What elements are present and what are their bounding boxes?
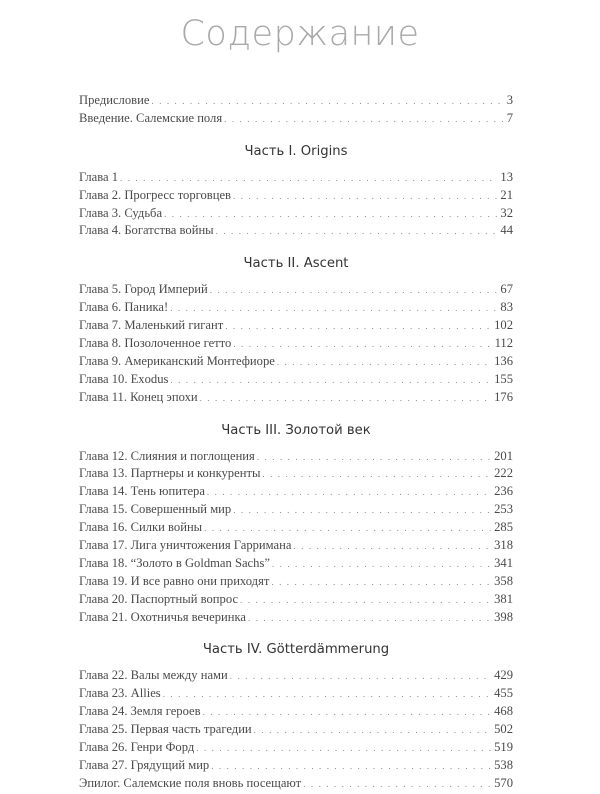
toc-entry[interactable] bbox=[79, 739, 513, 757]
toc-part-3 bbox=[79, 422, 513, 627]
entry-page: 358 bbox=[494, 573, 513, 588]
toc-entry[interactable] bbox=[79, 205, 513, 223]
dot-leader bbox=[277, 354, 492, 372]
entry-page: 112 bbox=[494, 336, 513, 351]
entry-label: Глава 7. Маленький гигант bbox=[79, 318, 224, 333]
entry-page: 468 bbox=[494, 704, 513, 719]
entry-page: 381 bbox=[494, 591, 513, 606]
dot-leader bbox=[211, 758, 492, 776]
toc-entry[interactable] bbox=[79, 371, 513, 389]
toc-entry[interactable] bbox=[79, 299, 513, 317]
toc-entry[interactable] bbox=[79, 667, 513, 685]
toc-entry[interactable] bbox=[79, 448, 513, 466]
entry-label: Глава 23. Allies bbox=[79, 686, 161, 701]
toc-entry[interactable] bbox=[79, 537, 513, 555]
part-heading[interactable]: Часть IV. Götterdämmerung bbox=[202, 642, 390, 658]
dot-leader bbox=[216, 223, 499, 241]
dot-leader bbox=[293, 538, 492, 556]
entry-label: Глава 16. Силки войны bbox=[79, 520, 203, 535]
entry-page: 318 bbox=[494, 538, 513, 553]
entry-label: Глава 13. Партнеры и конкуренты bbox=[79, 466, 261, 481]
dot-leader bbox=[203, 704, 493, 722]
toc-entry[interactable] bbox=[79, 483, 513, 501]
toc-entry[interactable] bbox=[79, 222, 513, 240]
entry-label: Глава 5. Город Империй bbox=[79, 282, 208, 297]
entry-page: 13 bbox=[500, 169, 513, 184]
toc-entry-introduction[interactable] bbox=[79, 110, 513, 128]
toc-entry[interactable] bbox=[79, 685, 513, 703]
entry-label: Глава 26. Генри Форд bbox=[79, 740, 195, 755]
entry-page: 7 bbox=[506, 110, 513, 125]
part-heading[interactable]: Часть III. Золотой век bbox=[221, 422, 371, 438]
dot-leader bbox=[204, 520, 492, 538]
toc-entry[interactable] bbox=[79, 555, 513, 573]
dot-leader bbox=[196, 740, 492, 758]
entry-label: Глава 20. Паспортный вопрос bbox=[79, 591, 239, 606]
dot-leader bbox=[233, 502, 492, 520]
entry-label: Глава 9. Американский Монтефиоре bbox=[79, 353, 275, 368]
entry-page: 502 bbox=[494, 722, 513, 737]
entry-label: Глава 17. Лига уничтожения Гарримана bbox=[79, 538, 292, 553]
dot-leader bbox=[240, 592, 492, 610]
entry-label: Глава 8. Позолоченное гетто bbox=[79, 336, 232, 351]
entry-page: 538 bbox=[494, 757, 513, 772]
toc-entry[interactable] bbox=[79, 703, 513, 721]
entry-label: Предисловие bbox=[79, 93, 150, 107]
entry-label: Глава 11. Конец эпохи bbox=[79, 389, 198, 404]
toc-entry[interactable] bbox=[79, 591, 513, 609]
entry-label: Глава 22. Валы между нами bbox=[79, 668, 228, 683]
toc-entry[interactable] bbox=[79, 317, 513, 335]
entry-label: Глава 27. Грядущий мир bbox=[79, 757, 210, 772]
dot-leader bbox=[170, 372, 492, 390]
entry-label: Глава 15. Совершенный мир bbox=[79, 502, 232, 517]
dot-leader bbox=[225, 318, 492, 336]
entry-page: 44 bbox=[500, 223, 513, 238]
dot-leader bbox=[164, 206, 498, 224]
dot-leader bbox=[200, 390, 493, 408]
part-heading[interactable]: Часть I. Origins bbox=[244, 143, 348, 159]
dot-leader bbox=[207, 484, 492, 502]
entry-label: Глава 14. Тень юпитера bbox=[79, 484, 205, 499]
entry-page: 222 bbox=[494, 466, 513, 481]
entry-label: Глава 10. Exodus bbox=[79, 371, 169, 386]
entry-label: Глава 12. Слияния и поглощения bbox=[79, 448, 255, 463]
entry-page: 253 bbox=[494, 502, 513, 517]
dot-leader bbox=[262, 466, 492, 484]
entry-page: 136 bbox=[494, 353, 513, 368]
entry-label: Глава 25. Первая часть трагедии bbox=[79, 722, 252, 737]
toc-entry[interactable] bbox=[79, 609, 513, 627]
dot-leader bbox=[210, 282, 499, 300]
entry-label: Глава 2. Прогресс торговцев bbox=[79, 187, 232, 202]
toc-entry[interactable] bbox=[79, 335, 513, 353]
dot-leader bbox=[151, 93, 504, 111]
entry-page: 570 bbox=[494, 775, 513, 790]
dot-leader bbox=[303, 776, 492, 794]
entry-page: 67 bbox=[500, 282, 513, 297]
entry-page: 21 bbox=[500, 187, 513, 202]
entry-page: 341 bbox=[494, 555, 513, 570]
entry-page: 201 bbox=[494, 448, 513, 463]
dot-leader bbox=[224, 111, 505, 129]
dot-leader bbox=[272, 556, 492, 574]
entry-label: Глава 1 bbox=[79, 169, 119, 184]
toc-entry[interactable] bbox=[79, 519, 513, 537]
dot-leader bbox=[233, 188, 498, 206]
toc-part-1 bbox=[79, 143, 513, 241]
front-matter bbox=[79, 92, 513, 128]
table-of-contents bbox=[79, 92, 513, 793]
entry-label: Введение. Салемские поля bbox=[79, 110, 223, 125]
dot-leader bbox=[233, 336, 492, 354]
dot-leader bbox=[120, 170, 498, 188]
dot-leader bbox=[271, 574, 492, 592]
entry-page: 32 bbox=[500, 205, 513, 220]
entry-label: Глава 4. Богатства войны bbox=[79, 223, 214, 238]
toc-entry[interactable] bbox=[79, 501, 513, 519]
entry-label: Глава 19. И все равно они приходят bbox=[79, 573, 270, 588]
entry-page: 102 bbox=[494, 318, 513, 333]
entry-label: Глава 21. Охотничья вечеринка bbox=[79, 609, 247, 624]
entry-page: 155 bbox=[494, 371, 513, 386]
entry-page: 429 bbox=[494, 668, 513, 683]
entry-page: 176 bbox=[494, 389, 513, 404]
toc-entry[interactable] bbox=[79, 353, 513, 371]
entry-label: Глава 18. “Золото в Goldman Sachs” bbox=[79, 555, 270, 570]
dot-leader bbox=[257, 449, 492, 467]
entry-page: 519 bbox=[494, 740, 513, 755]
toc-entry[interactable] bbox=[79, 721, 513, 739]
toc-entry[interactable] bbox=[79, 169, 513, 187]
toc-entry-preface[interactable] bbox=[79, 92, 513, 110]
entry-label: Эпилог. Салемские поля вновь посещают bbox=[79, 775, 302, 790]
toc-entry[interactable] bbox=[79, 757, 513, 775]
entry-label: Глава 6. Паника! bbox=[79, 300, 169, 315]
toc-part-2 bbox=[79, 255, 513, 406]
toc-entry[interactable] bbox=[79, 389, 513, 407]
toc-entry[interactable] bbox=[79, 187, 513, 205]
entry-page: 455 bbox=[494, 686, 513, 701]
part-heading[interactable]: Часть II. Ascent bbox=[243, 256, 349, 272]
toc-entry[interactable] bbox=[79, 281, 513, 299]
dot-leader bbox=[163, 686, 492, 704]
entry-page: 285 bbox=[494, 520, 513, 535]
dot-leader bbox=[170, 300, 498, 318]
toc-entry[interactable] bbox=[79, 465, 513, 483]
dot-leader bbox=[254, 722, 492, 740]
entry-label: Глава 24. Земля героев bbox=[79, 704, 201, 719]
entry-page: 3 bbox=[506, 93, 513, 107]
page-title: Содержание bbox=[180, 14, 420, 54]
dot-leader bbox=[230, 668, 492, 686]
entry-label: Глава 3. Судьба bbox=[79, 205, 163, 220]
entry-page: 398 bbox=[494, 609, 513, 624]
toc-part-4 bbox=[79, 641, 513, 792]
dot-leader bbox=[248, 610, 492, 628]
entry-page: 83 bbox=[500, 300, 513, 315]
toc-entry[interactable] bbox=[79, 573, 513, 591]
entry-page: 236 bbox=[494, 484, 513, 499]
toc-entry-epilogue[interactable] bbox=[79, 775, 513, 793]
